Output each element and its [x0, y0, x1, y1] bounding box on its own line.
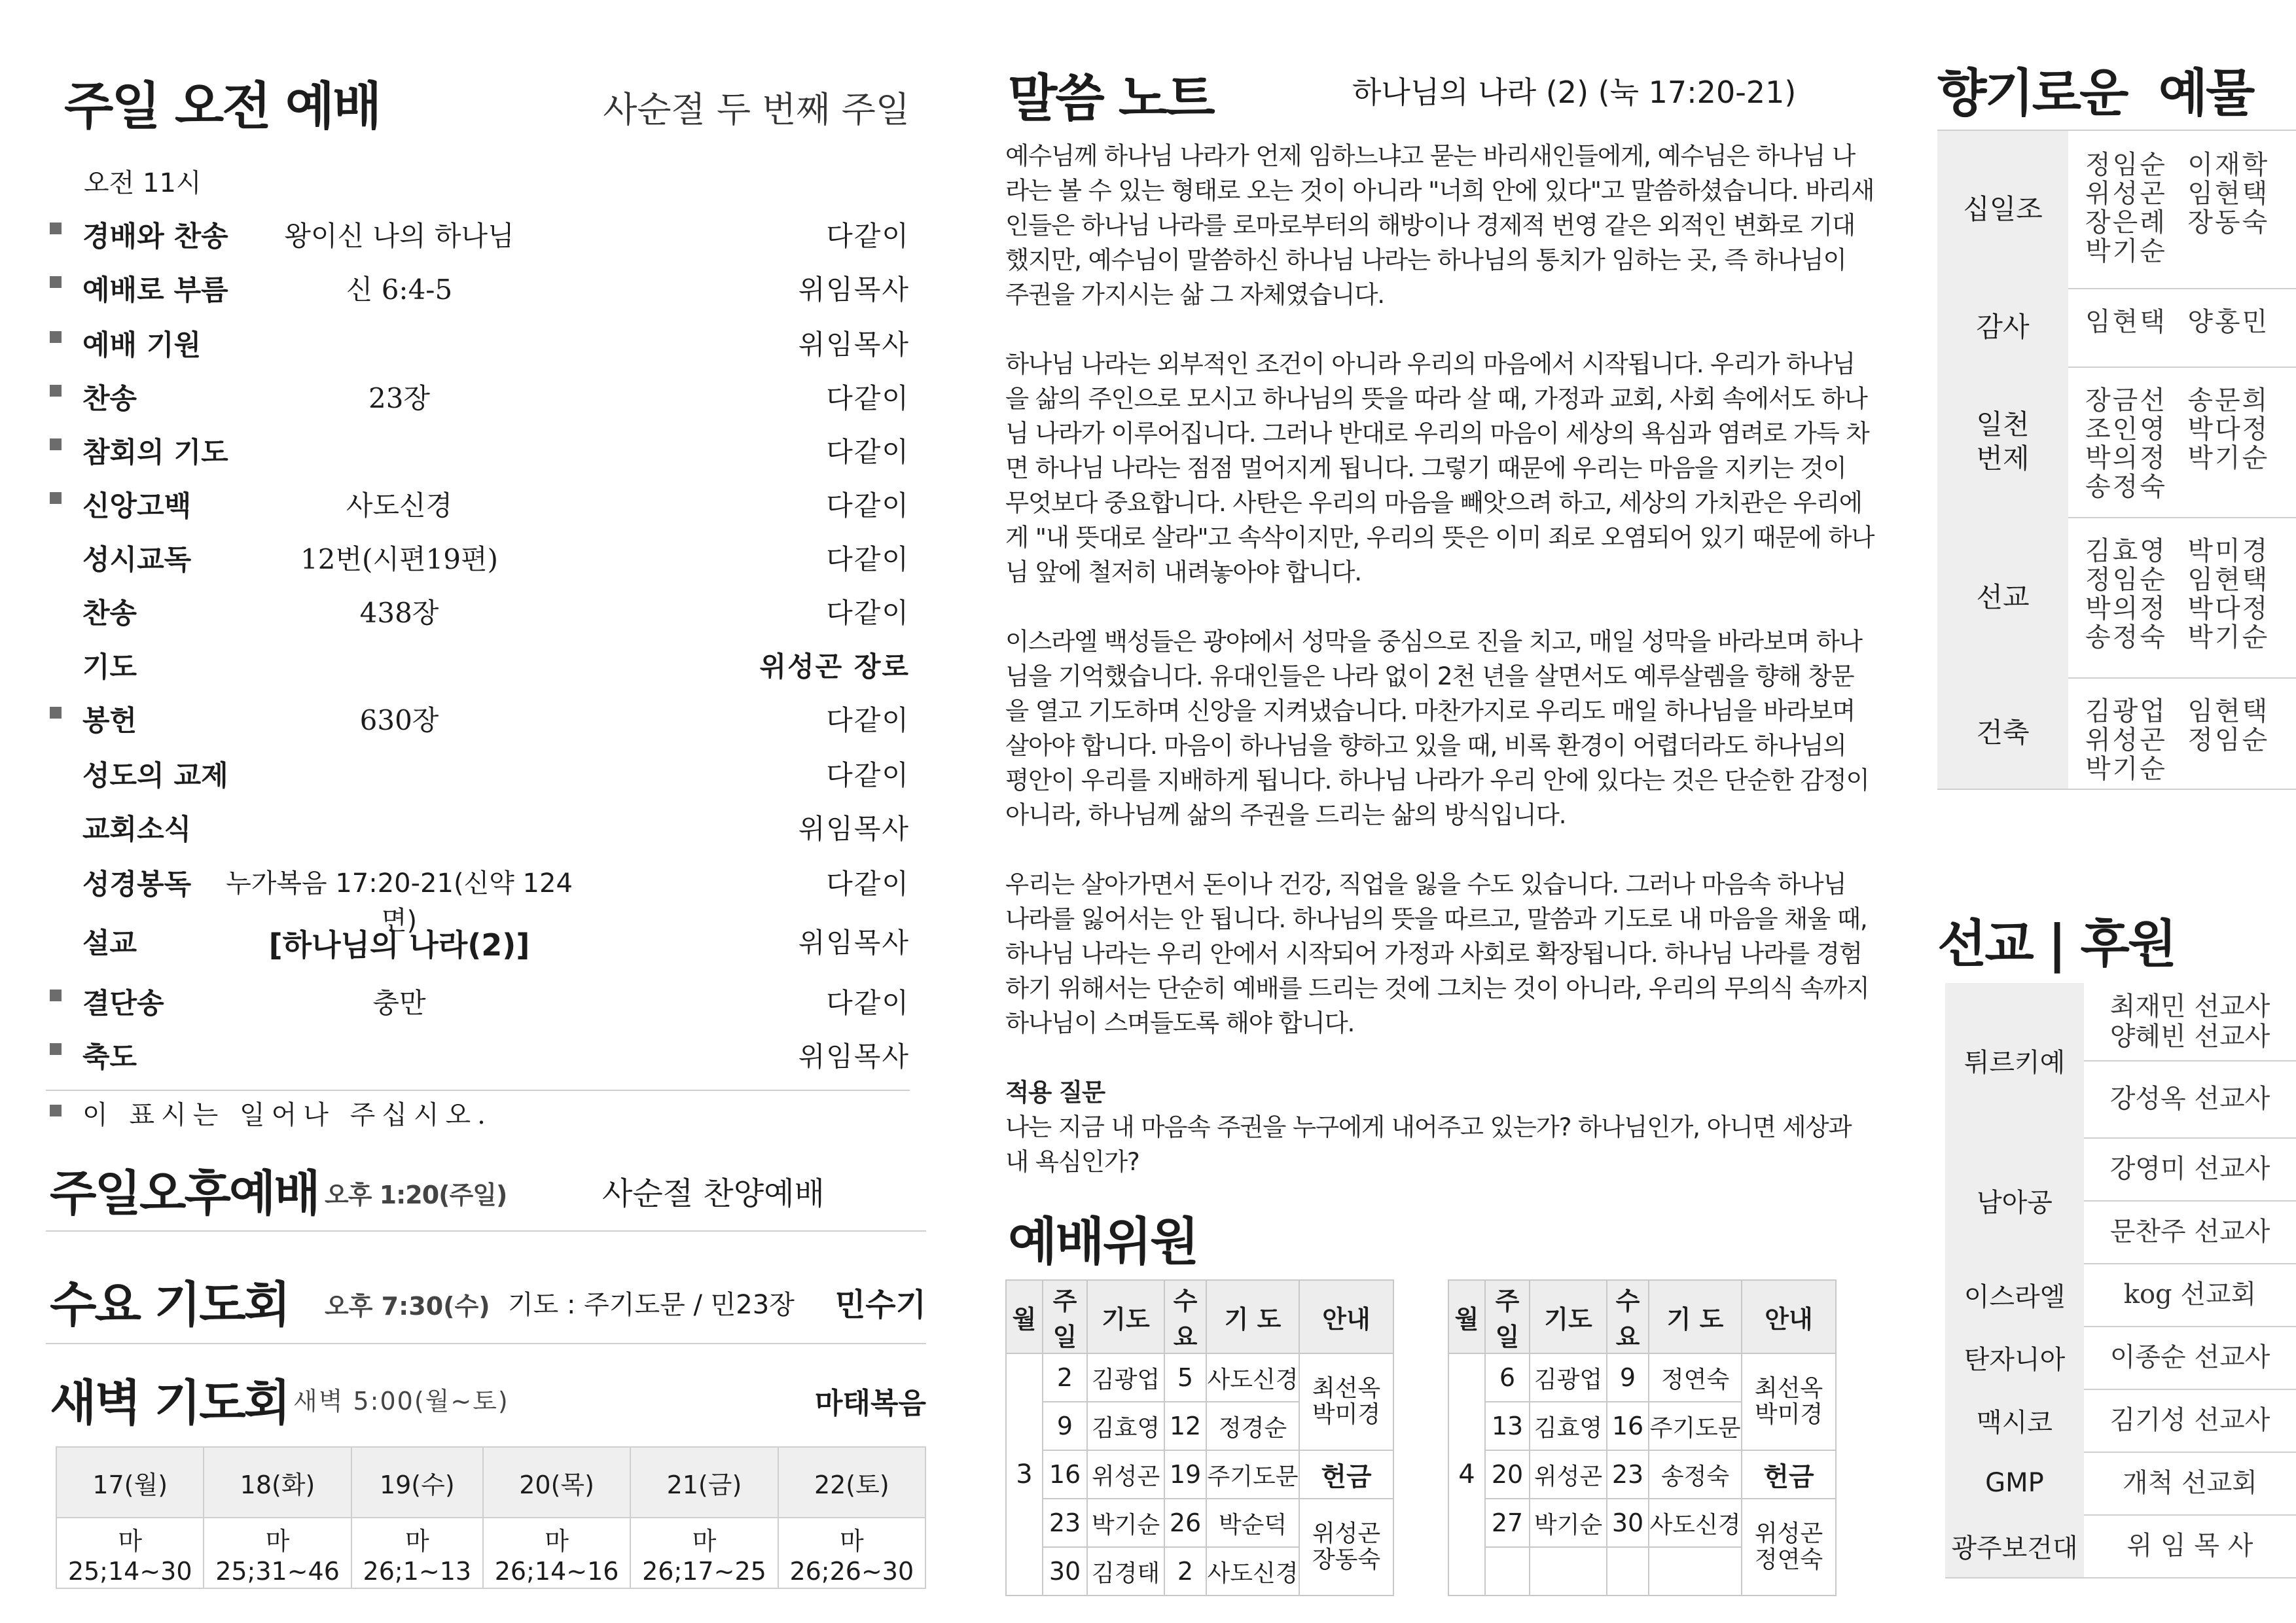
- staff-cell: 위성곤: [1087, 1450, 1164, 1499]
- month-cell: 3: [1006, 1353, 1043, 1596]
- order-item-name: 경배와 찬송: [82, 221, 228, 253]
- order-item-name: 찬송: [82, 383, 137, 416]
- staff-header-cell: 기도: [1530, 1280, 1607, 1353]
- staff-cell: 16: [1043, 1450, 1087, 1499]
- staff-cell: [1485, 1547, 1530, 1596]
- staff-cell: 정연숙: [1649, 1353, 1742, 1402]
- offering-names: 임현택 양홍민: [2085, 307, 2270, 337]
- mission-supporter: kog 선교회: [2123, 1279, 2257, 1310]
- middle-column: [1005, 0, 1876, 1623]
- order-item-leader: 다같이: [826, 490, 910, 522]
- order-item: [46, 639, 910, 685]
- day-cell: 20(목): [483, 1447, 630, 1518]
- order-item: [46, 692, 910, 738]
- staff-cell: 사도신경: [1649, 1499, 1742, 1547]
- staff-cell: 박기순: [1087, 1499, 1164, 1547]
- order-item-name: 설교: [82, 927, 137, 960]
- staff-header-cell: 기 도: [1649, 1280, 1742, 1353]
- order-item-leader: 위성곤 장로: [759, 651, 910, 683]
- order-item-detail: 사도신경: [346, 490, 453, 522]
- offering-label: 일천 번제: [1937, 366, 2068, 517]
- divider: [2084, 1060, 2296, 1061]
- staff-cell: 9: [1043, 1402, 1087, 1450]
- mission-row: [1945, 1326, 2296, 1390]
- order-item: [46, 370, 910, 416]
- staff-cell: 위성곤: [1530, 1450, 1607, 1499]
- order-item-name: 예배로 부름: [82, 274, 228, 307]
- staff-cell: 김효영: [1087, 1402, 1164, 1450]
- reading-cell: 마25;14~30: [56, 1518, 204, 1588]
- order-item-name: 참회의 기도: [82, 437, 228, 469]
- offerings-title: 향기로운 예물: [1937, 64, 2253, 123]
- sermon-paragraph: 이스라엘 백성들은 광야에서 성막을 중심으로 진을 치고, 매일 성막을 바라보며 하나님을 기억했습니다. 유대인들은 나라 없이 2천 년을 살면서도 예루살렘을 향해 창문을 열고 기도하며 신앙을 지켜냈습니다. 마찬가지로 우리도 매일 하나님을 바라보며 살아야 합니다. 마음이 하나님을 향하고 있을 때, 비록 환경이 어렵더라도 하나님의 평안이 우리를 지배하게 됩니다. 하나님 나라가 우리 안에 있다는 것은 단순한 감정이 아니라, 하나님께 삶의 주권을 드리는 삶의 방식입니다.: [1005, 627, 1869, 829]
- order-item-leader: 다같이: [826, 436, 910, 468]
- stand-bullet-icon: [50, 223, 62, 234]
- wednesday-leader: 민수기: [834, 1287, 926, 1323]
- order-item: [46, 747, 910, 793]
- offering-row: [1937, 677, 2296, 790]
- sermon-paragraph: 예수님께 하나님 나라가 언제 임하느냐고 묻는 바리새인들에게, 예수님은 하나님 나라는 볼 수 있는 형태로 오는 것이 아니라 "너희 안에 있다"고 말씀하셨습니다. 바리새인들은 하나님 나라를 로마로부터의 해방이나 경제적 번영 같은 외적인 변화로 기대했지만, 예수님이 말씀하신 하나님 나라는 하나님의 통치가 임하는 곳, 즉 하나님이 주권을 가지시는 삶 그 자체였습니다.: [1005, 141, 1874, 309]
- order-item-leader: 다같이: [826, 987, 910, 1019]
- staff-cell: 5: [1164, 1353, 1206, 1402]
- divider: [2084, 1200, 2296, 1202]
- order-item-leader: 위임목사: [798, 927, 910, 959]
- staff-header-cell: 수요: [1164, 1280, 1206, 1353]
- divider: [46, 1343, 926, 1344]
- order-item-detail: 신 6:4-5: [346, 274, 453, 306]
- reading-cell: 마26;17~25: [630, 1518, 778, 1588]
- order-item-name: 축도: [82, 1041, 137, 1074]
- staff-cell: 27: [1485, 1499, 1530, 1547]
- stand-bullet-icon: [50, 707, 62, 719]
- staff-header-cell: 월: [1006, 1280, 1043, 1353]
- order-item-detail: 630장: [359, 704, 439, 736]
- offering-label: 건축: [1937, 677, 2068, 789]
- staff-cell: [1607, 1547, 1649, 1596]
- staff-cell: 23: [1607, 1450, 1649, 1499]
- order-item-name: 성도의 교제: [82, 760, 228, 793]
- mission-label: 맥시코: [1945, 1389, 2084, 1452]
- staff-cell: 26: [1164, 1499, 1206, 1547]
- sermon-paragraph: 하나님 나라는 외부적인 조건이 아니라 우리의 마음에서 시작됩니다. 우리가 하나님을 삶의 주인으로 모시고 하나님의 뜻을 따라 살 때, 가정과 교회, 사회 속에서도 하나님 나라가 이루어집니다. 그러나 반대로 우리의 마음이 세상의 욕심과 염려로 가득 차면 하나님 나라는 점점 멀어지게 됩니다. 그렇기 때문에 우리는 마음을 지키는 것이 무엇보다 중요합니다. 사탄은 우리의 마음을 빼앗으려 하고, 세상의 가치관은 우리에게 "내 뜻대로 살라"고 속삭이지만, 우리의 뜻은 이미 죄로 오염되어 있기 때문에 하나님 앞에 철저히 내려놓아야 합니다.: [1005, 349, 1874, 586]
- order-item-detail: 충만: [372, 987, 426, 1019]
- order-item: [46, 1029, 910, 1075]
- order-item-name: 결단송: [82, 988, 164, 1020]
- mission-label: 탄자니아: [1945, 1326, 2084, 1389]
- stand-bullet-icon: [50, 1043, 62, 1055]
- staff-header-cell: 월: [1448, 1280, 1485, 1353]
- order-item-leader: 다같이: [826, 704, 910, 736]
- divider: [46, 1230, 926, 1232]
- left-column: [46, 0, 926, 1623]
- mission-supporter: 강영미 선교사: [2109, 1154, 2270, 1184]
- order-item-name: 예배 기원: [82, 329, 202, 362]
- order-item: [46, 801, 910, 847]
- order-item-leader: 다같이: [826, 759, 910, 791]
- staff-cell: 박순덕: [1206, 1499, 1299, 1547]
- mission-supporter: 위 임 목 사: [2126, 1531, 2253, 1561]
- staff-table: [1448, 1279, 1837, 1596]
- afternoon-desc: 사순절 찬양예배: [602, 1175, 825, 1212]
- order-item-leader: 다같이: [826, 543, 910, 575]
- staff-cell: 13: [1485, 1402, 1530, 1450]
- day-cell: 17(월): [56, 1447, 204, 1518]
- mission-label: 튀르키예: [1945, 983, 2084, 1137]
- staff-cell: 정경순: [1206, 1402, 1299, 1450]
- offering-cell: 헌금: [1299, 1450, 1393, 1499]
- reading-cell: 마26;14~16: [483, 1518, 630, 1588]
- day-cell: 19(수): [351, 1447, 483, 1518]
- order-item: [46, 424, 910, 470]
- order-item-name: 기도: [82, 651, 137, 684]
- order-item-detail: 12번(시편19편): [300, 543, 498, 575]
- day-cell: 18(화): [204, 1447, 351, 1518]
- mission-row: [1945, 1137, 2296, 1264]
- order-item: [46, 531, 910, 577]
- morning-season: 사순절 두 번째 주일: [603, 89, 910, 130]
- morning-time: 오전 11시: [84, 168, 202, 198]
- morning-title: 주일 오전 예배: [64, 77, 380, 136]
- mission-label: 남아공: [1945, 1137, 2084, 1263]
- guide-cell: 최선옥 박미경: [1299, 1353, 1393, 1450]
- staff-cell: 사도신경: [1206, 1547, 1299, 1596]
- wednesday-time: 오후 7:30(수): [325, 1292, 490, 1321]
- order-item-leader: 위임목사: [798, 813, 910, 845]
- staff-header-cell: 주일: [1485, 1280, 1530, 1353]
- staff-cell: 16: [1607, 1402, 1649, 1450]
- mission-label: GMP: [1945, 1452, 2084, 1514]
- order-item-name: 신앙고백: [82, 490, 192, 523]
- order-item-leader: 위임목사: [798, 1041, 910, 1073]
- order-item: [46, 262, 910, 308]
- month-cell: 4: [1448, 1353, 1485, 1596]
- mission-row: [1945, 1389, 2296, 1453]
- staff-cell: 20: [1485, 1450, 1530, 1499]
- order-item-leader: 다같이: [826, 382, 910, 414]
- staff-title: 예배위원: [1008, 1213, 1198, 1272]
- sermon-body: [1005, 139, 1876, 1179]
- afternoon-time: 오후 1:20(주일): [325, 1181, 507, 1209]
- order-item-leader: 위임목사: [798, 274, 910, 306]
- divider: [46, 1090, 910, 1091]
- question-text: 나는 지금 내 마음속 주권을 누구에게 내어주고 있는가? 하나님인가, 아니면 세상과 내 욕심인가?: [1005, 1113, 1852, 1176]
- order-item-detail: 누가복음 17:20-21(신약 124면): [226, 868, 573, 936]
- dawn-time: 새벽 5:00(월~토): [293, 1387, 509, 1416]
- order-item-leader: 위임목사: [798, 329, 910, 361]
- mission-supporter: 이종순 선교사: [2109, 1342, 2270, 1372]
- sermon-subtitle: 하나님의 나라 (2) (눅 17:20-21): [1352, 75, 1797, 110]
- order-item: [46, 915, 910, 961]
- stand-bullet-icon: [50, 331, 62, 343]
- order-item-detail: 23장: [368, 382, 430, 414]
- order-item: [46, 478, 910, 524]
- staff-cell: 김경태: [1087, 1547, 1164, 1596]
- stand-bullet-icon: [50, 438, 62, 450]
- offering-label: 십일조: [1937, 131, 2068, 288]
- staff-header-cell: 안내: [1299, 1280, 1393, 1353]
- stand-bullet-icon: [50, 276, 62, 288]
- staff-cell: 30: [1607, 1499, 1649, 1547]
- sermon-title: 말씀 노트: [1008, 69, 1213, 128]
- staff-header-cell: 기도: [1087, 1280, 1164, 1353]
- order-item: [46, 975, 910, 1021]
- day-cell: 22(토): [778, 1447, 925, 1518]
- dawn-schedule-table: [56, 1446, 926, 1589]
- staff-cell: 2: [1043, 1353, 1087, 1402]
- order-item-leader: 다같이: [826, 868, 910, 900]
- staff-cell: 김효영: [1530, 1402, 1607, 1450]
- order-item: [46, 317, 910, 363]
- order-item-leader: 다같이: [826, 597, 910, 629]
- day-cell: 21(금): [630, 1447, 778, 1518]
- staff-cell: 19: [1164, 1450, 1206, 1499]
- staff-header-cell: 수요: [1607, 1280, 1649, 1353]
- mission-row: [1945, 1514, 2296, 1578]
- right-column: [1937, 0, 2296, 1623]
- offering-cell: 헌금: [1742, 1450, 1836, 1499]
- staff-cell: 김광업: [1530, 1353, 1607, 1402]
- order-item-name: 성경봉독: [82, 868, 192, 901]
- staff-cell: 9: [1607, 1353, 1649, 1402]
- offering-row: [1937, 131, 2296, 289]
- sermon-paragraph: 우리는 살아가면서 돈이나 건강, 직업을 잃을 수도 있습니다. 그러나 마음속 하나님 나라를 잃어서는 안 됩니다. 하나님의 뜻을 따르고, 말씀과 기도로 내 마음을 채울 때, 하나님 나라는 우리 안에서 시작되어 가정과 사회로 확장됩니다. 하나님 나라를 경험하기 위해서는 단순히 예배를 드리는 것에 그치는 것이 아니라, 우리의 무의식 속까지 하나님이 스며들도록 해야 합니다.: [1005, 870, 1869, 1037]
- wednesday-prayer: 기도 : 주기도문 / 민23장: [508, 1290, 795, 1320]
- mission-label: 이스라엘: [1945, 1263, 2084, 1326]
- missions-title: 선교 | 후원: [1937, 915, 2176, 974]
- staff-cell: 6: [1485, 1353, 1530, 1402]
- order-item: [46, 208, 910, 254]
- order-item-detail: 왕이신 나의 하나님: [284, 220, 514, 252]
- offering-label: 감사: [1937, 288, 2068, 366]
- offering-label: 선교: [1937, 517, 2068, 677]
- wednesday-title: 수요 기도회: [50, 1277, 289, 1333]
- staff-table: [1005, 1279, 1394, 1596]
- afternoon-title: 주일오후예배: [50, 1166, 319, 1222]
- dawn-title: 새벽 기도회: [50, 1375, 289, 1431]
- mission-label: 광주보건대: [1945, 1514, 2084, 1577]
- order-item-detail: 438장: [359, 597, 439, 629]
- order-item-detail: [하나님의 나라(2)]: [268, 927, 530, 963]
- dawn-book: 마태복음: [814, 1387, 926, 1420]
- offering-row: [1937, 288, 2296, 368]
- stand-bullet-icon: [50, 385, 62, 397]
- order-item-name: 성시교독: [82, 544, 192, 577]
- staff-cell: 주기도문: [1649, 1402, 1742, 1450]
- staff-cell: 30: [1043, 1547, 1087, 1596]
- order-item-leader: 다같이: [826, 220, 910, 252]
- mission-supporter: 김기성 선교사: [2109, 1405, 2270, 1435]
- staff-cell: 송정숙: [1649, 1450, 1742, 1499]
- offering-names: 장금선 송문희 조인영 박다정 박의정 박기순 송정숙: [2085, 385, 2270, 502]
- stand-bullet-icon: [50, 990, 62, 1001]
- staff-cell: [1530, 1547, 1607, 1596]
- stand-note: 이 표시는 일어나 주십시오.: [82, 1100, 492, 1130]
- mission-row: [1945, 983, 2296, 1139]
- order-item: [46, 856, 910, 936]
- offering-names: 김효영 박미경 정임순 임현택 박의정 박다정 송정숙 박기순: [2085, 536, 2270, 652]
- order-item-name: 교회소식: [82, 813, 192, 846]
- guide-cell: 위성곤 정연숙: [1742, 1499, 1836, 1596]
- staff-cell: 2: [1164, 1547, 1206, 1596]
- reading-cell: 마26;26~30: [778, 1518, 925, 1588]
- order-item-name: 찬송: [82, 597, 137, 630]
- mission-supporter: 문찬주 선교사: [2109, 1217, 2270, 1247]
- offering-row: [1937, 366, 2296, 518]
- guide-cell: 위성곤 장동숙: [1299, 1499, 1393, 1596]
- reading-cell: 마25;31~46: [204, 1518, 351, 1588]
- mission-supporter: 개척 선교회: [2123, 1468, 2257, 1498]
- guide-cell: 최선옥 박미경: [1742, 1353, 1836, 1450]
- staff-cell: 12: [1164, 1402, 1206, 1450]
- order-item-name: 봉헌: [82, 705, 137, 738]
- staff-header-cell: 안내: [1742, 1280, 1836, 1353]
- offering-row: [1937, 517, 2296, 679]
- offering-names: 정임순 이재학 위성곤 임현택 장은례 장동숙 박기순: [2085, 150, 2270, 266]
- staff-header-cell: 기 도: [1206, 1280, 1299, 1353]
- staff-header-cell: 주일: [1043, 1280, 1087, 1353]
- staff-cell: 박기순: [1530, 1499, 1607, 1547]
- staff-cell: 23: [1043, 1499, 1087, 1547]
- mission-row: [1945, 1263, 2296, 1327]
- staff-cell: [1649, 1547, 1742, 1596]
- staff-cell: 김광업: [1087, 1353, 1164, 1402]
- reading-cell: 마26;1~13: [351, 1518, 483, 1588]
- order-item: [46, 585, 910, 631]
- offering-names: 김광업 임현택 위성곤 정임순 박기순: [2085, 696, 2270, 784]
- mission-supporter: 강성옥 선교사: [2109, 1084, 2270, 1114]
- mission-supporter: 최재민 선교사 양혜빈 선교사: [2109, 991, 2270, 1052]
- question-title: 적용 질문: [1005, 1078, 1105, 1107]
- mission-row: [1945, 1452, 2296, 1516]
- stand-bullet-icon: [50, 492, 62, 504]
- staff-cell: 주기도문: [1206, 1450, 1299, 1499]
- stand-bullet-icon: [50, 1105, 62, 1116]
- staff-cell: 사도신경: [1206, 1353, 1299, 1402]
